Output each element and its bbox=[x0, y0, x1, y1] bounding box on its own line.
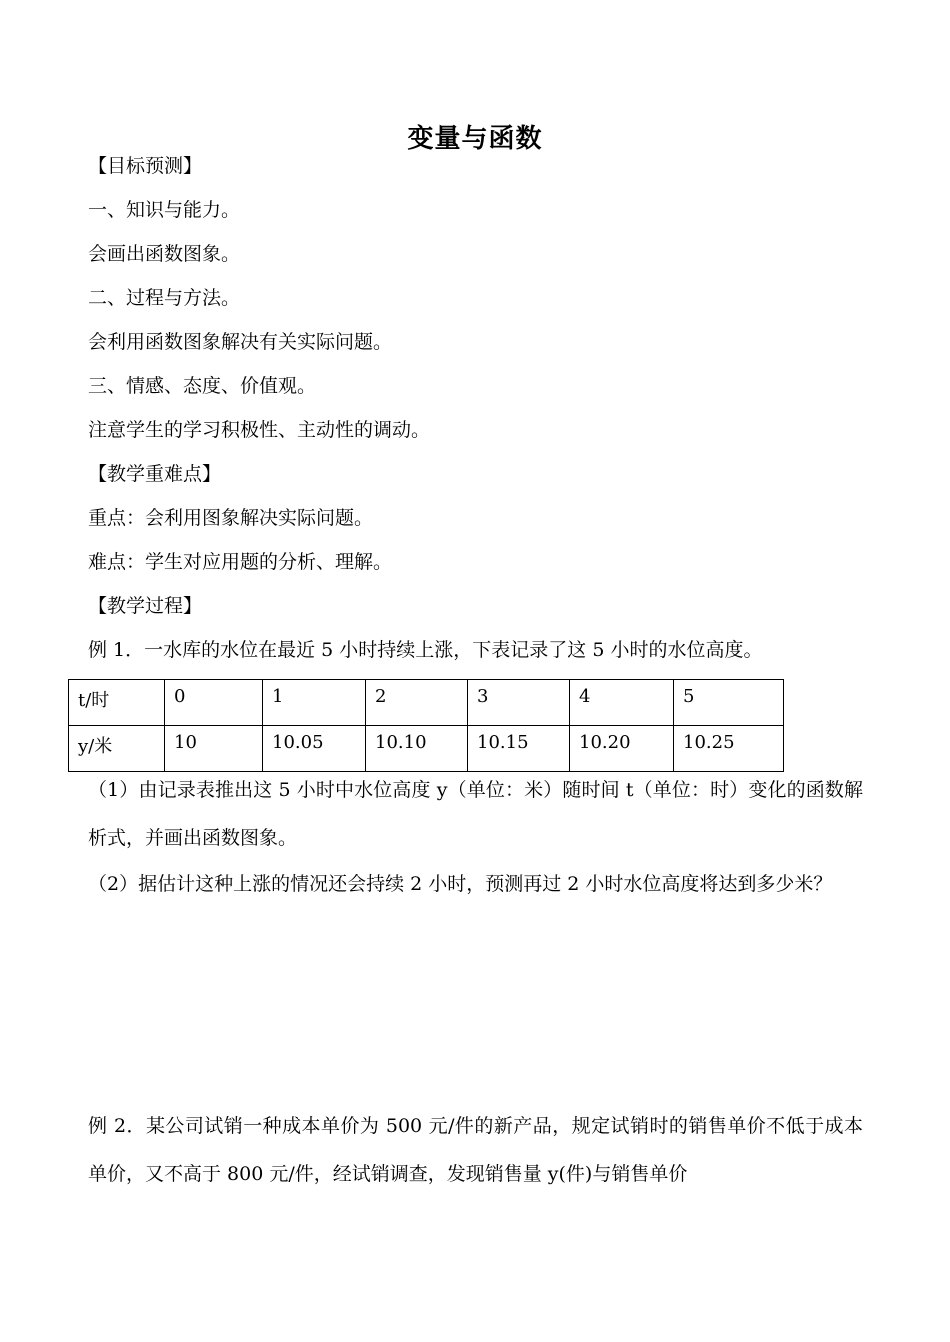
question-2: （2）据估计这种上涨的情况还会持续 2 小时，预测再过 2 小时水位高度将达到多少米？ bbox=[88, 873, 833, 895]
goal-1-heading: 一、知识与能力。 bbox=[88, 199, 241, 221]
table-cell: 10 bbox=[165, 726, 263, 772]
goal-3-text: 注意学生的学习积极性、主动性的调动。 bbox=[88, 419, 431, 441]
process-heading: 【教学过程】 bbox=[88, 595, 203, 617]
table-cell: 10.20 bbox=[570, 726, 674, 772]
table-cell: 3 bbox=[468, 680, 570, 726]
goal-1-text: 会画出函数图象。 bbox=[88, 243, 241, 265]
question-1: （1）由记录表推出这 5 小时中水位高度 y（单位：米）随时间 t（单位：时）变化的函数解析式，并画出函数图象。 bbox=[88, 779, 863, 849]
table-cell: 10.25 bbox=[674, 726, 784, 772]
goal-2-heading: 二、过程与方法。 bbox=[88, 287, 241, 309]
goal-2-text: 会利用函数图象解决有关实际问题。 bbox=[88, 331, 393, 353]
example-2-text: 例 2．某公司试销一种成本单价为 500 元/件的新产品，规定试销时的销售单价不低于成本单价，又不高于 800 元/件，经试销调查，发现销售量 y(件)与销售单价 bbox=[88, 1115, 863, 1185]
goal-heading: 【目标预测】 bbox=[88, 155, 203, 177]
table-cell: 4 bbox=[570, 680, 674, 726]
key-point: 重点：会利用图象解决实际问题。 bbox=[88, 507, 374, 529]
example-1-text: 例 1．一水库的水位在最近 5 小时持续上涨，下表记录了这 5 小时的水位高度。 bbox=[88, 639, 763, 661]
table-row bbox=[69, 680, 784, 726]
table-cell: y/米 bbox=[69, 726, 165, 772]
table-cell: 10.15 bbox=[468, 726, 570, 772]
difficult-point: 难点：学生对应用题的分析、理解。 bbox=[88, 551, 393, 573]
table-cell: 1 bbox=[263, 680, 366, 726]
table-cell: t/时 bbox=[69, 680, 165, 726]
page-title: 变量与函数 bbox=[407, 124, 543, 154]
table-cell: 10.05 bbox=[263, 726, 366, 772]
table-cell: 2 bbox=[366, 680, 468, 726]
goal-3-heading: 三、情感、态度、价值观。 bbox=[88, 375, 317, 397]
key-heading: 【教学重难点】 bbox=[88, 463, 222, 485]
table-row bbox=[69, 726, 784, 772]
table-cell: 5 bbox=[674, 680, 784, 726]
table-cell: 10.10 bbox=[366, 726, 468, 772]
water-level-table bbox=[68, 679, 784, 772]
table-cell: 0 bbox=[165, 680, 263, 726]
